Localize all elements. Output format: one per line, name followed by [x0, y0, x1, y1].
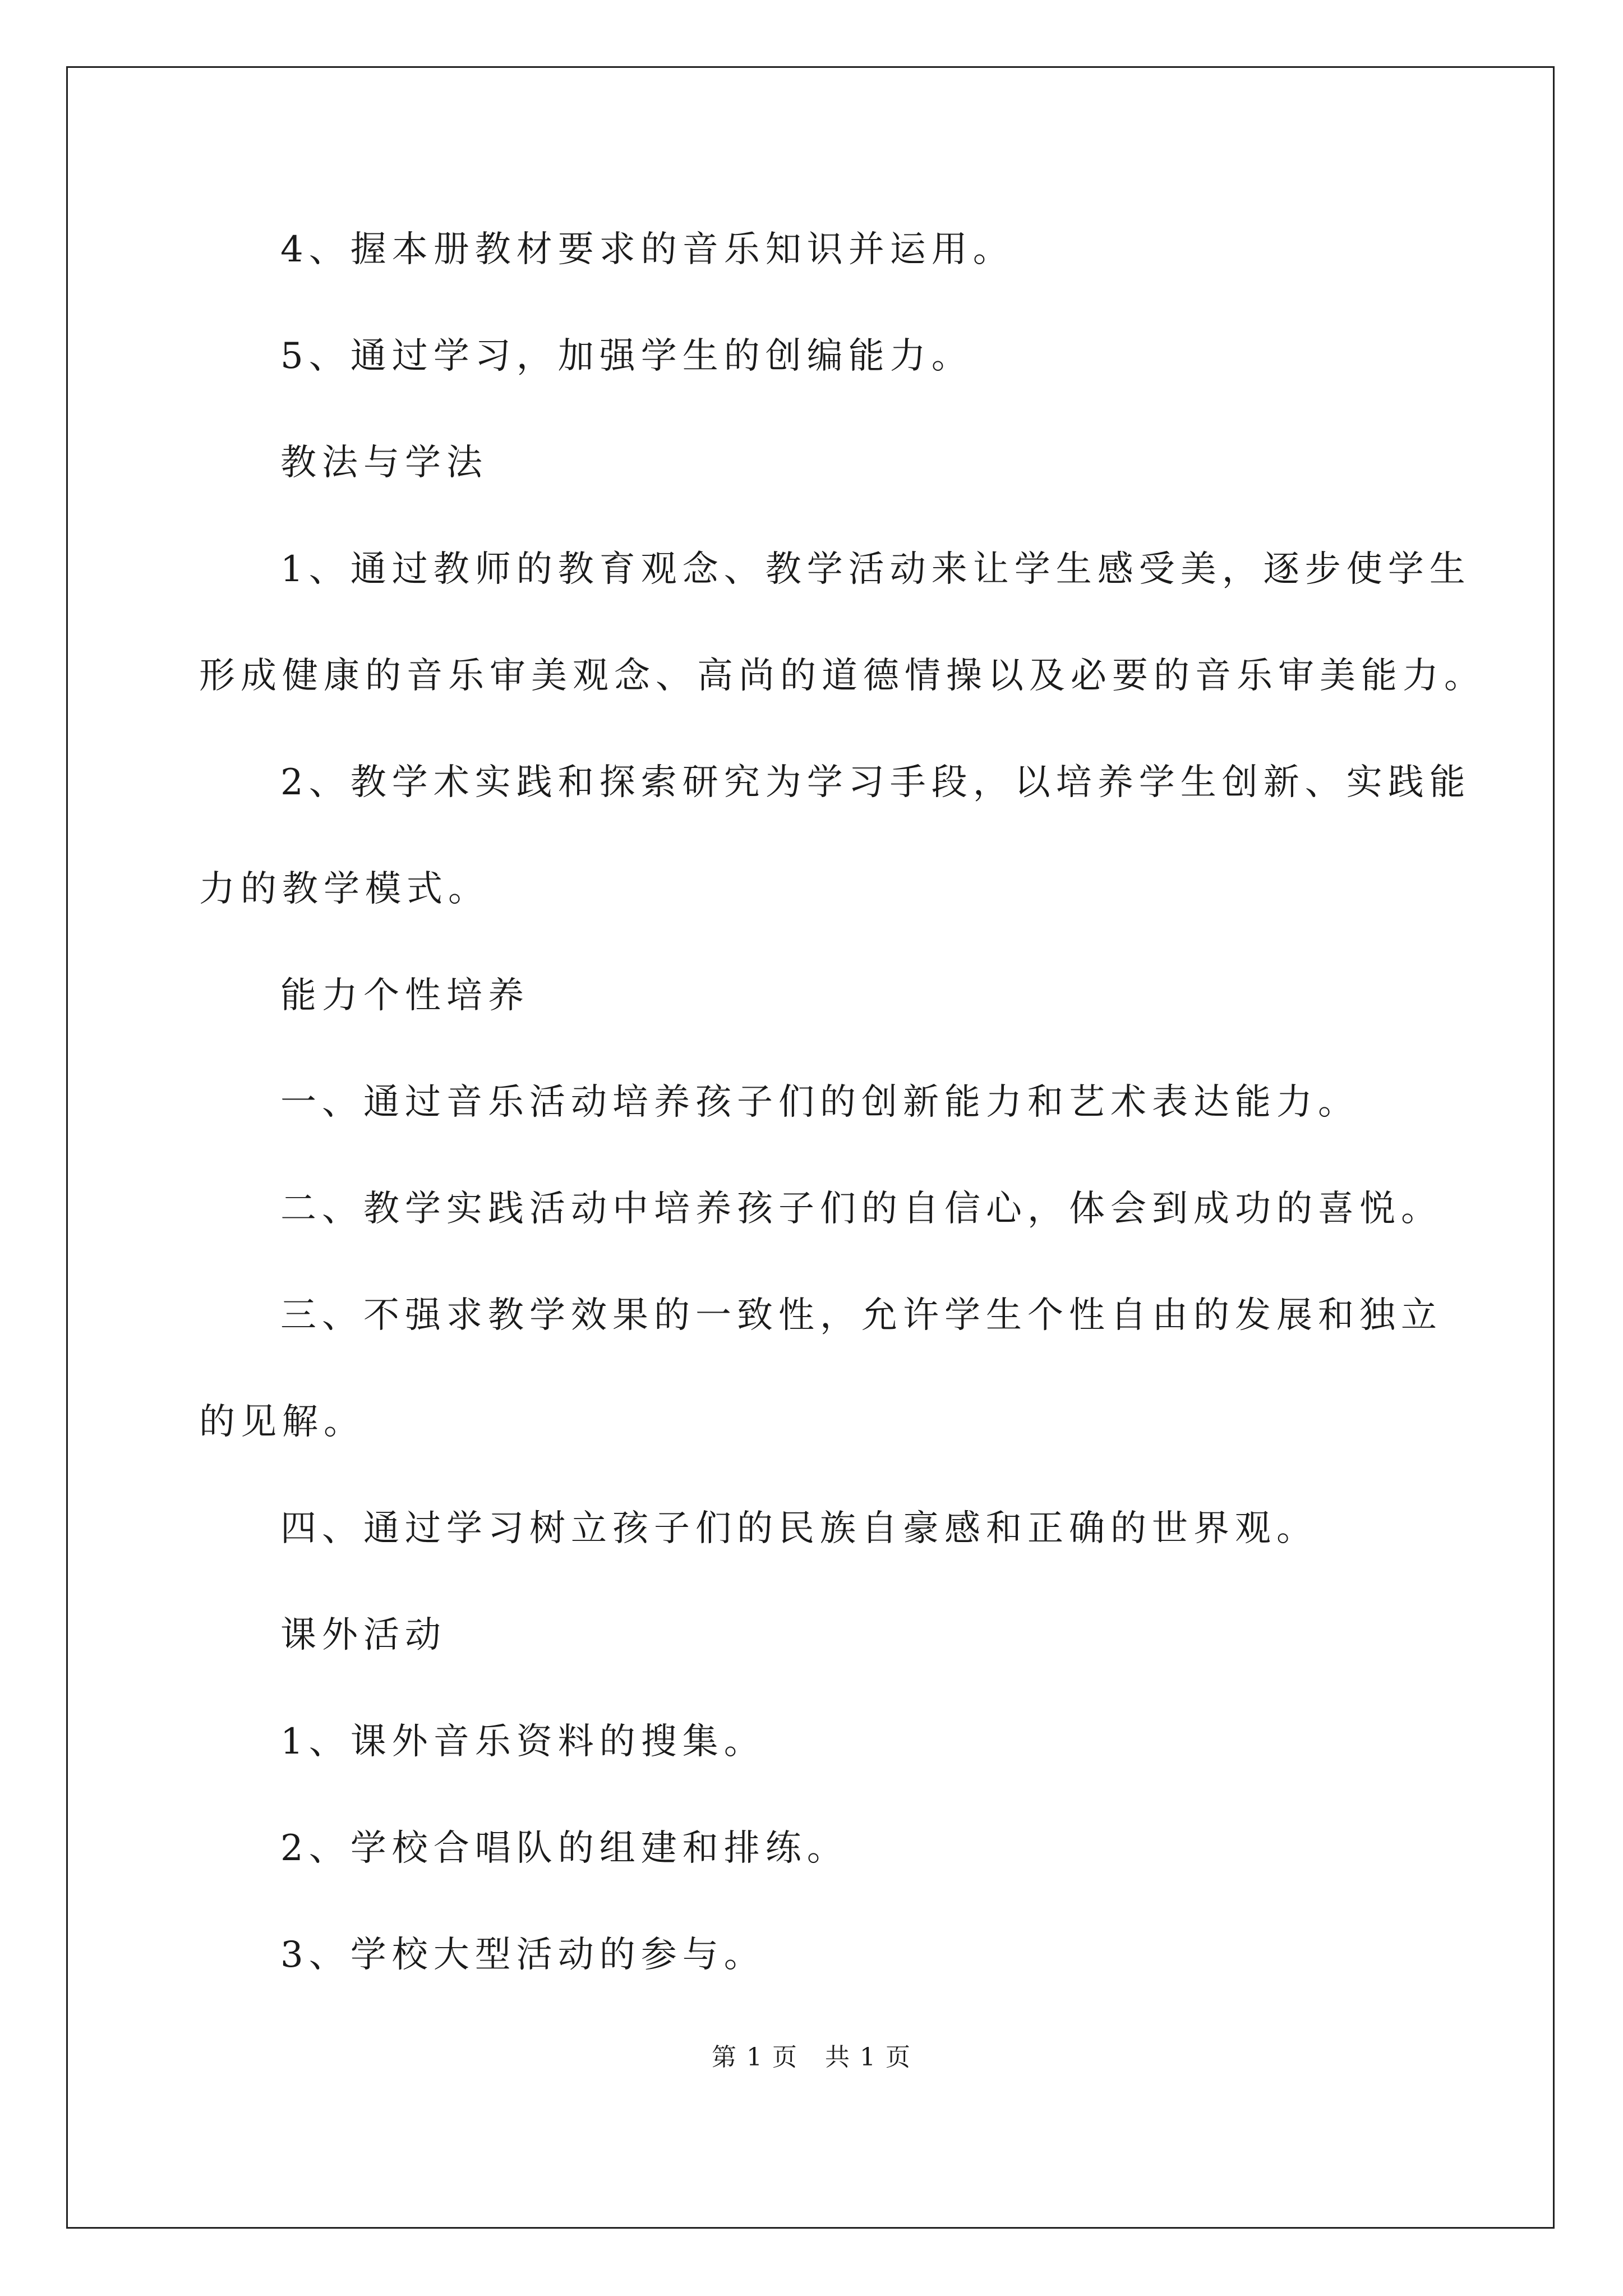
paragraph-line: 三、不强求教学效果的一致性，允许学生个性自由的发展和独立	[280, 1295, 1442, 1336]
paragraph-line: 形成健康的音乐审美观念、高尚的道德情操以及必要的音乐审美能力。	[199, 655, 1486, 697]
paragraph-line: 1、通过教师的教育观念、教学活动来让学生感受美，逐步使学生	[280, 549, 1471, 590]
paragraph-line: 5、通过学习，加强学生的创编能力。	[280, 335, 973, 377]
page-number-footer: 第 1 页 共 1 页	[712, 2043, 911, 2072]
section-heading: 教法与学法	[280, 442, 488, 484]
paragraph-line: 1、课外音乐资料的搜集。	[280, 1721, 766, 1763]
paragraph-line: 的见解。	[199, 1401, 365, 1443]
section-heading: 能力个性培养	[280, 975, 529, 1016]
paragraph-line: 四、通过学习树立孩子们的民族自豪感和正确的世界观。	[280, 1508, 1318, 1549]
paragraph-line: 4、握本册教材要求的音乐知识并运用。	[280, 229, 1015, 270]
paragraph-line: 一、通过音乐活动培养孩子们的创新能力和艺术表达能力。	[280, 1082, 1359, 1123]
paragraph-line: 2、学校合唱队的组建和排练。	[280, 1828, 849, 1869]
paragraph-line: 2、教学术实践和探索研究为学习手段，以培养学生创新、实践能	[280, 762, 1471, 803]
page-border	[66, 66, 1555, 2229]
paragraph-line: 力的教学模式。	[199, 868, 490, 910]
section-heading: 课外活动	[280, 1614, 446, 1656]
paragraph-line: 二、教学实践活动中培养孩子们的自信心，体会到成功的喜悦。	[280, 1188, 1442, 1230]
paragraph-line: 3、学校大型活动的参与。	[280, 1934, 766, 1976]
